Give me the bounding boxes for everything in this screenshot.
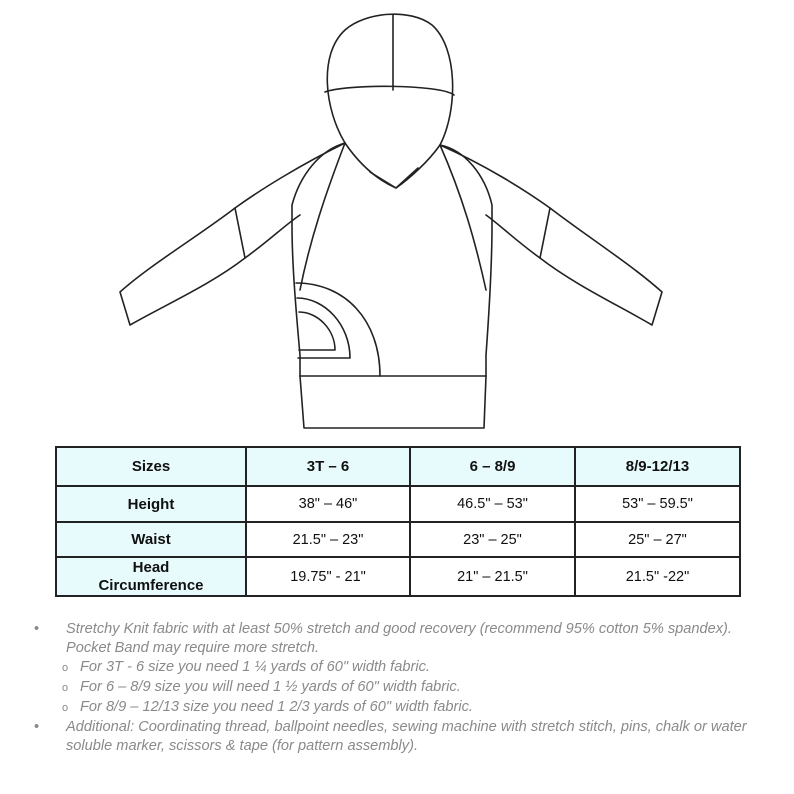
size-chart-table <box>55 446 741 597</box>
cuff-seam-left <box>235 208 245 258</box>
table-cell: 23" – 25" <box>410 522 575 557</box>
row-label-line: Head <box>132 558 170 576</box>
table-row <box>56 557 740 596</box>
note-yardage-3t-6: For 3T - 6 size you need 1 ¼ yards of 60" width fabric. <box>80 659 430 675</box>
circle-bullet-icon: o <box>62 702 69 714</box>
list-item <box>30 698 770 718</box>
raglan-right <box>440 145 486 290</box>
circle-bullet-icon: o <box>62 662 69 674</box>
table-row <box>56 522 740 557</box>
cuff-seam-right <box>540 208 550 258</box>
raglan-left <box>300 143 345 290</box>
note-additional-supplies: Additional: Coordinating thread, ballpoint needles, sewing machine with stretch stitch, pins, chalk or water soluble marker, scissors & tape (for pattern assembly). <box>66 719 747 754</box>
note-yardage-89-1213: For 8/9 – 12/13 size you need 1 2/3 yards of 60" width fabric. <box>80 699 473 715</box>
table-cell: 25" – 27" <box>575 522 740 557</box>
column-header: 8/9-12/13 <box>575 447 740 486</box>
table-cell: 21.5" – 23" <box>246 522 410 557</box>
hood-outline <box>327 14 452 145</box>
body-left <box>292 143 345 376</box>
list-item <box>30 658 770 678</box>
table-cell: 21.5" -22" <box>575 557 740 596</box>
pocket-outer <box>296 283 380 376</box>
column-header: 3T – 6 <box>246 447 410 486</box>
table-cell: 46.5" – 53" <box>410 486 575 522</box>
sleeve-right <box>440 145 662 325</box>
bullet-icon: • <box>34 719 40 735</box>
circle-bullet-icon: o <box>62 682 69 694</box>
row-label <box>56 557 246 596</box>
note-yardage-6-89: For 6 – 8/9 size you will need 1 ½ yards of 60" width fabric. <box>80 679 461 695</box>
list-item <box>30 718 770 756</box>
collar <box>345 143 440 188</box>
sleeve-left <box>120 143 345 325</box>
table-cell: 53" – 59.5" <box>575 486 740 522</box>
pocket-band <box>297 298 350 358</box>
table-header-row <box>56 447 740 486</box>
row-label: Height <box>56 486 246 522</box>
list-item <box>30 678 770 698</box>
row-label: Waist <box>56 522 246 557</box>
table-cell: 19.75" - 21" <box>246 557 410 596</box>
table-row <box>56 486 740 522</box>
hood-brim <box>325 86 454 95</box>
bullet-icon: • <box>34 621 40 637</box>
materials-notes <box>30 620 770 756</box>
table-cell: 21" – 21.5" <box>410 557 575 596</box>
table-cell: 38" – 46" <box>246 486 410 522</box>
waistband-bottom <box>300 376 486 428</box>
column-header: Sizes <box>56 447 246 486</box>
column-header: 6 – 8/9 <box>410 447 575 486</box>
row-label-line: Circumference <box>98 576 204 594</box>
list-item <box>30 620 770 658</box>
note-fabric: Stretchy Knit fabric with at least 50% stretch and good recovery (recommend 95% cotton 5% spandex). Pocket Band may require more stretch. <box>66 621 732 656</box>
body-right <box>440 145 492 376</box>
